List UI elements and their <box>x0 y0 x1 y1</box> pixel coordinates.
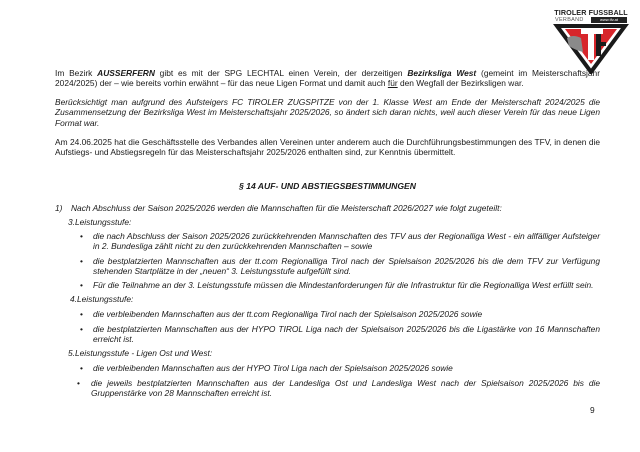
section-heading: § 14 AUF- UND ABSTIEGSBESTIMMUNGEN <box>239 181 416 191</box>
list-item-number: 1) <box>55 203 63 213</box>
level-4-bullet: • die bestplatzierten Mannschaften aus der HYPO TIROL Liga nach der Spielsaison 2025/2026 bis die Ligastärke von 16 Mannschaften erreicht ist. <box>93 324 600 345</box>
list-item-text: Nach Abschluss der Saison 2025/2026 werden die Mannschaften für die Meisterschaft 2026/2027 wie folgt zugeteilt: <box>71 203 502 213</box>
logo-t-stem <box>588 34 594 60</box>
tfv-logo <box>553 8 629 72</box>
p1-bold-league: Bezirksliga West <box>407 68 477 78</box>
p1-text: gibt es mit der SPG LECHTAL einen Verein, der derzeitigen <box>154 68 408 78</box>
logo-f-bar <box>596 42 606 46</box>
logo-url: www.tfv.at <box>591 17 627 23</box>
page-number: 9 <box>590 405 595 415</box>
level-3-bullet: • Für die Teilnahme an der 3. Leistungsstufe müssen die Mindestanforderungen für die Infrastruktur für die Regionalliga West erfüllt sein. <box>93 280 600 290</box>
p1-text: den Wegfall der Bezirksligen war. <box>397 78 524 89</box>
logo-title: TIROLER FUSSBALL <box>554 8 628 17</box>
p1-underlined-word: für <box>387 78 398 89</box>
paragraph-durchfuehrungsbestimmungen: Am 24.06.2025 hat die Geschäftsstelle des Verbandes allen Vereinen unter anderem auch die Durchführungsbestimmungen des TFV, in denen die Aufstiegs- und Abstiegsregeln für das Meisterschaftsjahr 2025/2026 enthalten sind, zur Kenntnis übermittelt. <box>55 137 600 158</box>
level-4-bullet: • die verbleibenden Mannschaften aus der tt.com Regionalliga Tirol nach der Spielsaison 2025/2026 sowie <box>93 309 600 319</box>
logo-emblem-icon <box>553 24 629 74</box>
logo-t-bar <box>581 29 603 34</box>
level-3-bullet: • die nach Abschluss der Saison 2025/2026 zurückkehrenden Mannschaften des TFV aus der Regionalliga West - ein allfälliger Aufsteiger in 2. Bundesliga zählt nicht zu den zurückkehrenden Mannschaften – sowie <box>93 231 600 252</box>
level-5-bullet: • die verbleibenden Mannschaften aus der HYPO Tirol Liga nach der Spielsaison 2025/2026 sowie <box>93 363 600 373</box>
level-5-title: 5.Leistungsstufe - Ligen Ost und West: <box>68 348 213 358</box>
level-3-bullet: • die bestplatzierten Mannschaften aus der tt.com Regionalliga Tirol nach der Spielsaison 2025/2026 bis die dem TFV zur Verfügung stehenden Startplätze in der „neuen“ 3. Leistungsstufe aufgefüllt sind. <box>93 256 600 277</box>
paragraph-ausserfern <box>55 68 600 89</box>
paragraph-zugspitze: Berücksichtigt man aufgrund des Aufsteigers FC TIROLER ZUGSPITZE von der 1. Klasse West am Ende der Meisterschaft 2024/2025 die Zusammensetzung der Bezirksliga West im Meisterschaftsjahr 2025/2026, so ändert sich daran nichts, weil auch dieser Verein für das neue Ligen Format war. <box>55 97 600 128</box>
logo-subtitle: VERBAND <box>555 17 584 23</box>
level-5-bullet: • die jeweils bestplatzierten Mannschaften aus der Landesliga Ost und Landesliga West nach der Spielsaison 2025/2026 bis die Gruppenstärke von 28 Mannschaften erreicht ist. <box>91 378 600 399</box>
p1-bold-district: AUSSERFERN <box>97 68 155 78</box>
level-3-title: 3.Leistungsstufe: <box>68 217 132 227</box>
level-4-title: 4.Leistungsstufe: <box>70 294 134 304</box>
p1-text: (gemeint im Meisterschaftsjahr 2024/2025) der – wie bereits vorhin erwähnt – für das neue Ligen Format und damit auch <box>55 68 600 89</box>
p1-text: Im Bezirk <box>55 68 98 78</box>
